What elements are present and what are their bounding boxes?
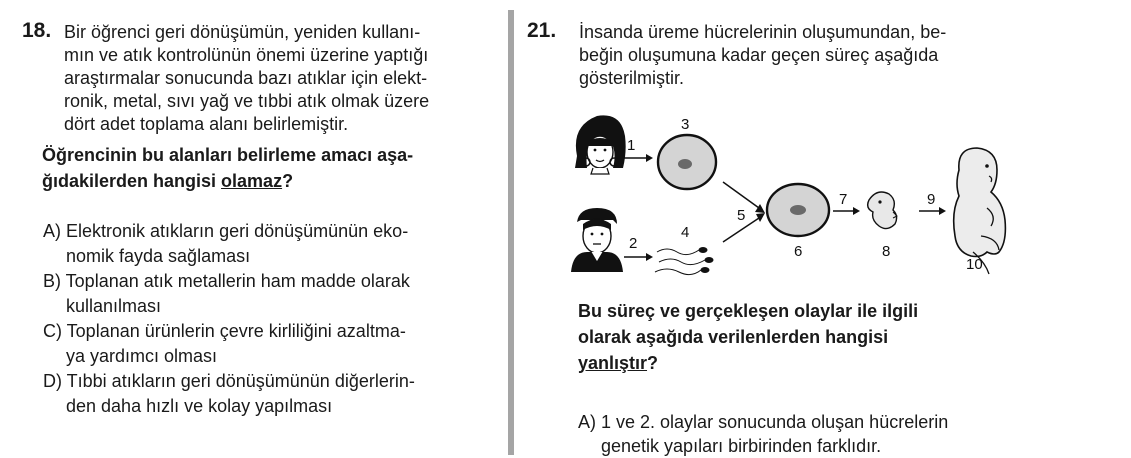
question-text-line: araştırmalar sonucunda bazı atıklar için elekt-	[64, 68, 428, 88]
option-line: genetik yapıları birbirinden farklıdır.	[601, 436, 882, 456]
sperm-cells-icon	[655, 247, 714, 275]
label-9: 9	[927, 191, 936, 208]
question-text-line: beğin oluşumuna kadar geçen süreç aşağıda	[579, 45, 939, 65]
zygote-icon	[767, 184, 829, 236]
reproduction-diagram-svg	[567, 112, 1027, 282]
option-b[interactable]	[43, 269, 415, 319]
stem-punct: ?	[282, 171, 294, 191]
option-line: ya yardımcı olması	[66, 346, 218, 366]
embryo-icon	[868, 192, 897, 229]
label-3: 3	[681, 116, 690, 133]
answer-options	[43, 219, 415, 419]
question-text-line: Bir öğrenci geri dönüşümün, yeniden kullanı-	[64, 22, 421, 42]
label-4: 4	[681, 224, 690, 241]
arrow-1-icon	[624, 154, 653, 162]
question-stem	[42, 142, 413, 194]
option-line: nomik fayda sağlaması	[66, 246, 251, 266]
stem-punct: ?	[647, 353, 659, 373]
option-a[interactable]	[43, 219, 415, 269]
option-line: A) Elektronik atıkların geri dönüşümünün eko-	[43, 221, 409, 241]
man-face-icon	[571, 208, 623, 272]
option-line: B) Toplanan atık metallerin ham madde olarak	[43, 271, 410, 291]
option-line: kullanılması	[66, 296, 162, 316]
stem-text: ğıdakilerden hangisi	[42, 171, 222, 191]
stem-emphasis: olamaz	[221, 171, 283, 191]
option-line: C) Toplanan ürünlerin çevre kirliliğini azaltma-	[43, 321, 406, 341]
stem-line	[578, 350, 918, 376]
stem-line: olarak aşağıda verilenlerden hangisi	[578, 327, 889, 347]
arrow-9-icon	[919, 207, 946, 215]
question-number: 18.	[22, 19, 52, 42]
label-1: 1	[627, 137, 636, 154]
label-7: 7	[839, 191, 848, 208]
arrow-2-icon	[624, 253, 653, 261]
question-number: 21.	[527, 19, 557, 42]
reproduction-diagram	[567, 112, 1027, 282]
option-d[interactable]	[43, 369, 415, 419]
stem-line: Bu süreç ve gerçekleşen olaylar ile ilgili	[578, 301, 919, 321]
label-2: 2	[629, 235, 638, 252]
option-line: den daha hızlı ve kolay yapılması	[66, 396, 333, 416]
stem-line	[42, 168, 413, 194]
question-text-line: İnsanda üreme hücrelerinin oluşumundan, be-	[579, 22, 947, 42]
column-divider	[508, 10, 514, 455]
question-text-line: gösterilmiştir.	[579, 68, 685, 88]
option-line: D) Tıbbi atıkların geri dönüşümünün diğerlerin-	[43, 371, 415, 391]
question-text	[579, 21, 1099, 90]
question-text	[64, 21, 504, 136]
option-a[interactable]	[578, 410, 948, 458]
stem-line: Öğrencinin bu alanları belirleme amacı aşa-	[42, 145, 414, 165]
label-10: 10	[966, 256, 983, 273]
label-5: 5	[737, 207, 746, 224]
egg-cell-icon	[658, 135, 716, 189]
question-stem	[578, 298, 918, 376]
arrow-7-icon	[833, 207, 860, 215]
option-line: A) 1 ve 2. olaylar sonucunda oluşan hücrelerin	[578, 412, 949, 432]
label-6: 6	[794, 243, 803, 260]
stem-emphasis: yanlıştır	[578, 353, 648, 373]
woman-face-icon	[575, 115, 626, 174]
question-text-line: mın ve atık kontrolünün önemi üzerine yaptığı	[64, 45, 429, 65]
option-c[interactable]	[43, 319, 415, 369]
question-text-line: dört adet toplama alanı belirlemiştir.	[64, 114, 349, 134]
label-8: 8	[882, 243, 891, 260]
answer-options	[578, 410, 948, 458]
question-text-line: ronik, metal, sıvı yağ ve tıbbi atık olmak üzere	[64, 91, 430, 111]
